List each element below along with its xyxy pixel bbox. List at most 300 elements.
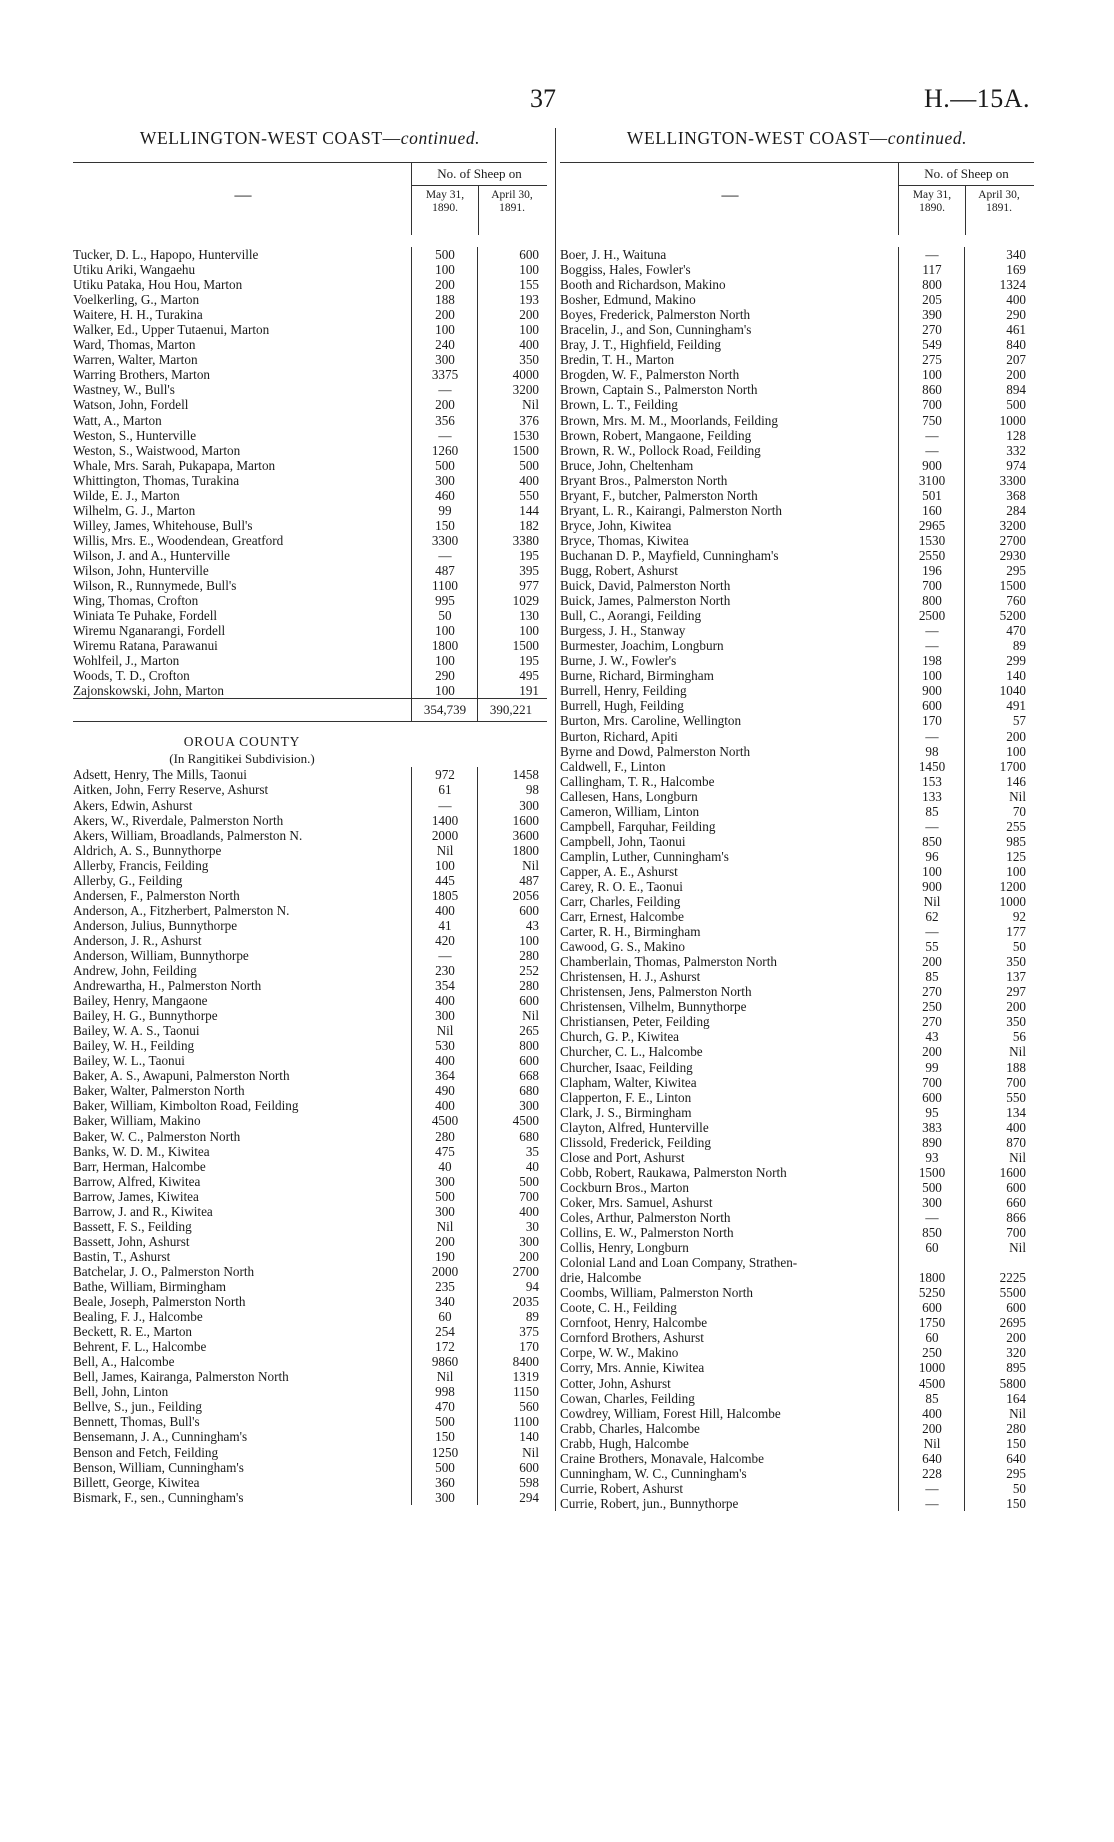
sheep-1891: 500 <box>964 397 1030 412</box>
sheep-1891: 550 <box>477 488 543 503</box>
table-row <box>560 999 1034 1014</box>
table-row <box>560 1391 1034 1406</box>
table-row <box>73 1475 547 1490</box>
sheep-1891: 300 <box>477 1098 543 1113</box>
sheep-1891: 164 <box>964 1391 1030 1406</box>
sheep-1891: 295 <box>964 563 1030 578</box>
table-row <box>560 1165 1034 1180</box>
holder-name: Coombs, William, Palmerston North <box>560 1285 754 1301</box>
sheep-1890: 4500 <box>898 1376 965 1391</box>
sheep-1891: 89 <box>964 638 1030 653</box>
holder-name: Baker, William, Kimbolton Road, Feilding <box>73 1098 299 1114</box>
sheep-1890: 85 <box>898 804 965 819</box>
holder-name: Wastney, W., Bull's <box>73 382 175 398</box>
sheep-1891: 461 <box>964 322 1030 337</box>
holder-name: Bugg, Robert, Ashurst <box>560 562 678 578</box>
holder-name: Warring Brothers, Marton <box>73 367 211 383</box>
sheep-1891: 30 <box>477 1219 543 1234</box>
table-row <box>73 367 547 382</box>
sheep-1890: — <box>898 1496 965 1511</box>
table-row <box>560 759 1034 774</box>
header-dash: — <box>234 185 252 204</box>
sheep-1891: 500 <box>477 1174 543 1189</box>
sheep-1891: 332 <box>964 443 1030 458</box>
holder-name: Christiansen, Peter, Feilding <box>560 1014 710 1030</box>
sheep-1891: 400 <box>964 292 1030 307</box>
holder-name: Wiremu Ratana, Parawanui <box>73 638 218 654</box>
holder-name: Akers, W., Riverdale, Palmerston North <box>73 812 284 828</box>
sheep-1890: 300 <box>411 473 478 488</box>
sheep-1891: 560 <box>477 1399 543 1414</box>
table-row <box>73 1023 547 1038</box>
sheep-1891: 2700 <box>964 533 1030 548</box>
holder-name: Cameron, William, Linton <box>560 803 700 819</box>
sheep-1890: 254 <box>411 1324 478 1339</box>
table-row <box>560 1496 1034 1511</box>
sheep-1890: Nil <box>898 894 965 909</box>
sheep-1890: Nil <box>411 1023 478 1038</box>
holder-name: Cowan, Charles, Feilding <box>560 1390 695 1406</box>
table-row <box>73 668 547 683</box>
sheep-1891: 866 <box>964 1210 1030 1225</box>
sheep-1890: 900 <box>898 879 965 894</box>
table-row <box>560 1255 1034 1270</box>
sheep-1890: 600 <box>898 1090 965 1105</box>
holder-name: Anderson, J. R., Ashurst <box>73 932 202 948</box>
sheep-1890: 300 <box>411 1174 478 1189</box>
sheep-1890: — <box>411 798 478 813</box>
holder-name: Wohlfeil, J., Marton <box>73 653 180 669</box>
holder-name: Colonial Land and Loan Company, Strathen- <box>560 1255 798 1271</box>
sheep-1891: 1600 <box>477 813 543 828</box>
header-group <box>411 163 547 235</box>
holder-name: Corry, Mrs. Annie, Kiwitea <box>560 1360 705 1376</box>
holder-name: Baker, W. C., Palmerston North <box>73 1128 241 1144</box>
header-col-1890: May 31, 1890. <box>425 189 465 214</box>
sheep-1891: 870 <box>964 1135 1030 1150</box>
sheep-1891: 200 <box>477 1249 543 1264</box>
table-row <box>560 488 1034 503</box>
sheep-1890: — <box>898 1210 965 1225</box>
holder-name: Zajonskowski, John, Marton <box>73 683 224 699</box>
sheep-1891: 350 <box>477 352 543 367</box>
sheep-1891: 193 <box>477 292 543 307</box>
table-row <box>560 653 1034 668</box>
sheep-1890: 205 <box>898 292 965 307</box>
table-row <box>560 864 1034 879</box>
holder-name: Benson and Fetch, Feilding <box>73 1444 219 1460</box>
table-row <box>73 1264 547 1279</box>
sheep-1891: Nil <box>964 789 1030 804</box>
holder-name: Utiku Pataka, Hou Hou, Marton <box>73 277 243 293</box>
holder-name: drie, Halcombe <box>560 1270 642 1286</box>
table-row <box>560 849 1034 864</box>
table-row <box>560 307 1034 322</box>
sheep-1890: 300 <box>411 1008 478 1023</box>
sheep-1891: 680 <box>477 1129 543 1144</box>
left-rows <box>73 247 547 698</box>
table-row <box>73 843 547 858</box>
sheep-1890: 300 <box>411 1490 478 1505</box>
holder-name: Capper, A. E., Ashurst <box>560 863 678 879</box>
holder-name: Bryce, John, Kiwitea <box>560 517 672 533</box>
table-row <box>560 1090 1034 1105</box>
sheep-1890: 850 <box>898 1225 965 1240</box>
sheep-1891: 700 <box>964 1075 1030 1090</box>
left-total-row <box>73 698 547 722</box>
holder-name: Cotter, John, Ashurst <box>560 1375 671 1391</box>
holder-name: Ward, Thomas, Marton <box>73 337 196 353</box>
sheep-1890: 470 <box>411 1399 478 1414</box>
sheep-1891: 495 <box>477 668 543 683</box>
holder-name: Allerby, G., Feilding <box>73 872 183 888</box>
holder-name: Bennett, Thomas, Bull's <box>73 1414 200 1430</box>
sheep-1891: 128 <box>964 428 1030 443</box>
sheep-1890: 460 <box>411 488 478 503</box>
holder-name: Coote, C. H., Feilding <box>560 1300 677 1316</box>
holder-name: Woods, T. D., Crofton <box>73 668 190 684</box>
holder-name: Bryant, F., butcher, Palmerston North <box>560 487 758 503</box>
sheep-1890: 100 <box>411 858 478 873</box>
sheep-1891: 1000 <box>964 413 1030 428</box>
sheep-1891: 191 <box>477 683 543 698</box>
sheep-1891: 3600 <box>477 828 543 843</box>
sheep-1891: 195 <box>477 653 543 668</box>
sheep-1890: 700 <box>898 1075 965 1090</box>
table-row <box>560 698 1034 713</box>
sheep-1890: 500 <box>411 458 478 473</box>
table-row <box>73 782 547 797</box>
table-row <box>73 593 547 608</box>
sheep-1891: 350 <box>964 1014 1030 1029</box>
holder-name: Close and Port, Ashurst <box>560 1149 685 1165</box>
sheep-1891: 760 <box>964 593 1030 608</box>
table-row <box>560 458 1034 473</box>
sheep-1890: 1530 <box>898 533 965 548</box>
table-row <box>73 1053 547 1068</box>
sheep-1890: 98 <box>898 744 965 759</box>
sheep-1891: 1500 <box>964 578 1030 593</box>
holder-name: Wilhelm, G. J., Marton <box>73 502 196 518</box>
holder-name: Campbell, Farquhar, Feilding <box>560 818 716 834</box>
sheep-1891: Nil <box>477 1445 543 1460</box>
sheep-1891: 169 <box>964 262 1030 277</box>
sheep-1891: 200 <box>964 999 1030 1014</box>
table-row <box>73 888 547 903</box>
table-row <box>560 593 1034 608</box>
table-row <box>73 608 547 623</box>
left-rows-oroua <box>73 767 547 1504</box>
holder-name: Corpe, W. W., Makino <box>560 1345 679 1361</box>
holder-name: Andrew, John, Feilding <box>73 963 197 979</box>
holder-name: Bailey, W. A. S., Taonui <box>73 1023 200 1039</box>
table-row <box>560 1345 1034 1360</box>
sheep-1890: 1805 <box>411 888 478 903</box>
holder-name: Bailey, Henry, Mangaone <box>73 993 208 1009</box>
holder-name: Winiata Te Puhake, Fordell <box>73 608 218 624</box>
holder-name: Brown, L. T., Feilding <box>560 397 678 413</box>
holder-name: Craine Brothers, Monavale, Halcombe <box>560 1450 764 1466</box>
header-group-label: No. of Sheep on <box>899 163 1034 186</box>
sheep-1890: Nil <box>898 1436 965 1451</box>
sheep-1890: 100 <box>898 668 965 683</box>
table-row <box>560 1225 1034 1240</box>
sheep-1891: 375 <box>477 1324 543 1339</box>
holder-name: Wilson, J. and A., Hunterville <box>73 547 230 563</box>
table-row <box>560 789 1034 804</box>
table-row <box>73 1189 547 1204</box>
sheep-1891: 150 <box>964 1496 1030 1511</box>
sheep-1890: 700 <box>898 578 965 593</box>
sheep-1890: 200 <box>898 1044 965 1059</box>
sheep-1890: 354 <box>411 978 478 993</box>
holder-name: Brown, R. W., Pollock Road, Feilding <box>560 442 761 458</box>
sheep-1891: 144 <box>477 503 543 518</box>
sheep-1890: 9860 <box>411 1354 478 1369</box>
sheep-1891: 700 <box>477 1189 543 1204</box>
sheep-1891: 2700 <box>477 1264 543 1279</box>
holder-name: Currie, Robert, jun., Bunnythorpe <box>560 1495 739 1511</box>
sheep-1891: 1319 <box>477 1369 543 1384</box>
table-row <box>73 247 547 262</box>
sheep-1890: 200 <box>411 277 478 292</box>
table-row <box>560 1285 1034 1300</box>
table-row <box>73 903 547 918</box>
sheep-1890: 100 <box>898 864 965 879</box>
sheep-1890: 41 <box>411 918 478 933</box>
sheep-1890: 2500 <box>898 608 965 623</box>
sheep-1890: 100 <box>411 653 478 668</box>
right-column <box>555 128 1034 1511</box>
sheep-1891: 1324 <box>964 277 1030 292</box>
sheep-1891: 252 <box>477 963 543 978</box>
page-number: 37 <box>530 84 556 113</box>
table-row <box>73 1399 547 1414</box>
sheep-1891: 1500 <box>477 638 543 653</box>
table-row <box>73 683 547 698</box>
sheep-1890: — <box>411 382 478 397</box>
table-row <box>73 1249 547 1264</box>
sheep-1891: Nil <box>964 1150 1030 1165</box>
holder-name: Bastin, T., Ashurst <box>73 1248 171 1264</box>
table-row <box>73 518 547 533</box>
sheep-1890: 2000 <box>411 1264 478 1279</box>
table-row <box>73 1414 547 1429</box>
holder-name: Bismark, F., sen., Cunningham's <box>73 1489 244 1505</box>
sheep-1890: 490 <box>411 1083 478 1098</box>
sheep-1890: 170 <box>898 713 965 728</box>
holder-name: Behrent, F. L., Halcombe <box>73 1339 207 1355</box>
table-row <box>560 428 1034 443</box>
sheep-1891: 295 <box>964 1466 1030 1481</box>
sheep-1891: Nil <box>477 1008 543 1023</box>
sheep-1890: 1800 <box>411 638 478 653</box>
sheep-1890: Nil <box>411 843 478 858</box>
sheep-1890: 250 <box>898 1345 965 1360</box>
holder-name: Clapham, Walter, Kiwitea <box>560 1074 697 1090</box>
holder-name: Crabb, Hugh, Halcombe <box>560 1435 689 1451</box>
table-row <box>73 1354 547 1369</box>
holder-name: Baker, A. S., Awapuni, Palmerston North <box>73 1068 290 1084</box>
table-row <box>560 638 1034 653</box>
header-col-1891: April 30, 1891. <box>965 185 1032 235</box>
sheep-1891: 265 <box>477 1023 543 1038</box>
table-row <box>560 1270 1034 1285</box>
table-row <box>560 533 1034 548</box>
sheep-1891: 1150 <box>477 1384 543 1399</box>
document-reference: H.—15A. <box>923 84 1030 113</box>
sheep-1891: 50 <box>964 939 1030 954</box>
sheep-1891: Nil <box>964 1406 1030 1421</box>
sheep-1891: 294 <box>477 1490 543 1505</box>
sheep-1890: 100 <box>411 322 478 337</box>
table-row <box>560 503 1034 518</box>
holder-name: Beale, Joseph, Palmerston North <box>73 1294 246 1310</box>
sheep-1890: 300 <box>411 352 478 367</box>
header-col-1890: May 31, 1890. <box>912 189 952 214</box>
sheep-1890: 3300 <box>411 533 478 548</box>
holder-name: Bryce, Thomas, Kiwitea <box>560 532 689 548</box>
holder-name: Bell, James, Kairanga, Palmerston North <box>73 1369 289 1385</box>
sheep-1891: 500 <box>477 458 543 473</box>
right-rows <box>560 247 1034 1511</box>
holder-name: Voelkerling, G., Marton <box>73 292 200 308</box>
sheep-1890: 400 <box>411 903 478 918</box>
holder-name: Church, G. P., Kiwitea <box>560 1029 680 1045</box>
sheep-1891: 200 <box>964 729 1030 744</box>
sheep-1890: 2965 <box>898 518 965 533</box>
sheep-1890: 340 <box>411 1294 478 1309</box>
sheep-1891: 2035 <box>477 1294 543 1309</box>
sheep-1890: 900 <box>898 458 965 473</box>
sheep-1890: 600 <box>898 698 965 713</box>
sheep-1890: — <box>411 548 478 563</box>
table-row <box>73 1460 547 1475</box>
sheep-1890: 230 <box>411 963 478 978</box>
table-row <box>73 1204 547 1219</box>
sheep-1891: 340 <box>964 247 1030 262</box>
sheep-1891: 491 <box>964 698 1030 713</box>
sheep-1891: 800 <box>477 1038 543 1053</box>
sheep-1890: 487 <box>411 563 478 578</box>
table-row <box>73 1234 547 1249</box>
table-row <box>73 382 547 397</box>
table-row <box>73 563 547 578</box>
holder-name: Barrow, J. and R., Kiwitea <box>73 1203 213 1219</box>
sheep-1890: 60 <box>411 1309 478 1324</box>
holder-name: Boggiss, Hales, Fowler's <box>560 262 691 278</box>
sheep-1890: 235 <box>411 1279 478 1294</box>
sheep-1891: 2930 <box>964 548 1030 563</box>
holder-name: Bailey, H. G., Bunnythorpe <box>73 1008 218 1024</box>
sheep-1890: 972 <box>411 767 478 782</box>
sheep-1891: 280 <box>477 948 543 963</box>
sheep-1890: 275 <box>898 352 965 367</box>
holder-name: Batchelar, J. O., Palmerston North <box>73 1263 255 1279</box>
holder-name: Carey, R. O. E., Taonui <box>560 878 683 894</box>
sheep-1890: 43 <box>898 1029 965 1044</box>
sheep-1891: 8400 <box>477 1354 543 1369</box>
holder-name: Baker, William, Makino <box>73 1113 201 1129</box>
holder-name: Allerby, Francis, Feilding <box>73 857 209 873</box>
sheep-1891: Nil <box>964 1044 1030 1059</box>
table-row <box>560 1481 1034 1496</box>
sheep-1890: 133 <box>898 789 965 804</box>
sheep-1891: 56 <box>964 1029 1030 1044</box>
table-row <box>560 397 1034 412</box>
holder-name: Cornfoot, Henry, Halcombe <box>560 1315 708 1331</box>
holder-name: Andrewartha, H., Palmerston North <box>73 978 262 994</box>
sheep-1890: 85 <box>898 969 965 984</box>
sheep-1891: 395 <box>477 563 543 578</box>
holder-name: Chamberlain, Thomas, Palmerston North <box>560 954 777 970</box>
sheep-1890: 270 <box>898 984 965 999</box>
sheep-1890: 172 <box>411 1339 478 1354</box>
left-table-header <box>73 162 547 235</box>
table-row <box>560 1150 1034 1165</box>
sheep-1891: 130 <box>477 608 543 623</box>
table-row <box>73 352 547 367</box>
sheep-1890: 800 <box>898 277 965 292</box>
table-row <box>560 1421 1034 1436</box>
sheep-1891: 600 <box>477 1053 543 1068</box>
holder-name: Boer, J. H., Waituna <box>560 247 667 262</box>
sheep-1891: 2225 <box>964 1270 1030 1285</box>
table-row <box>560 473 1034 488</box>
sheep-1891: 299 <box>964 653 1030 668</box>
sheep-1891: 280 <box>477 978 543 993</box>
section-subtitle: (In Rangitikei Subdivision.) <box>169 751 315 767</box>
holder-name: Bull, C., Aorangi, Feilding <box>560 608 702 624</box>
table-row <box>73 443 547 458</box>
holder-name: Weston, S., Waistwood, Marton <box>73 442 241 458</box>
sheep-1890: 100 <box>898 367 965 382</box>
sheep-1891: 70 <box>964 804 1030 819</box>
sheep-1891: 100 <box>964 864 1030 879</box>
sheep-1891: 98 <box>477 782 543 797</box>
sheep-1891: 400 <box>477 1204 543 1219</box>
sheep-1891: 600 <box>477 247 543 262</box>
table-row <box>73 1008 547 1023</box>
left-column <box>73 128 547 1505</box>
table-row <box>73 413 547 428</box>
sheep-1891: 100 <box>477 262 543 277</box>
holder-name: Bosher, Edmund, Makino <box>560 292 696 308</box>
sheep-1891: 94 <box>477 1279 543 1294</box>
sheep-1890: Nil <box>411 1219 478 1234</box>
holder-name: Utiku Ariki, Wangaehu <box>73 262 196 278</box>
sheep-1891: Nil <box>964 1240 1030 1255</box>
table-row <box>560 578 1034 593</box>
sheep-1891: 284 <box>964 503 1030 518</box>
holder-name: Burton, Richard, Apiti <box>560 728 678 744</box>
table-row <box>73 1384 547 1399</box>
table-row <box>73 638 547 653</box>
sheep-1890: 61 <box>411 782 478 797</box>
sheep-1891: 1500 <box>477 443 543 458</box>
holder-name: Bruce, John, Cheltenham <box>560 457 694 473</box>
table-row <box>73 1369 547 1384</box>
sheep-1891: 5500 <box>964 1285 1030 1300</box>
sheep-1890: 150 <box>411 518 478 533</box>
holder-name: Bassett, F. S., Feilding <box>73 1218 192 1234</box>
holder-name: Brogden, W. F., Palmerston North <box>560 367 740 383</box>
sheep-1891: 140 <box>964 668 1030 683</box>
table-row <box>73 1279 547 1294</box>
sheep-1891: 200 <box>964 367 1030 382</box>
holder-name: Carter, R. H., Birmingham <box>560 924 701 940</box>
sheep-1891: 3200 <box>477 382 543 397</box>
